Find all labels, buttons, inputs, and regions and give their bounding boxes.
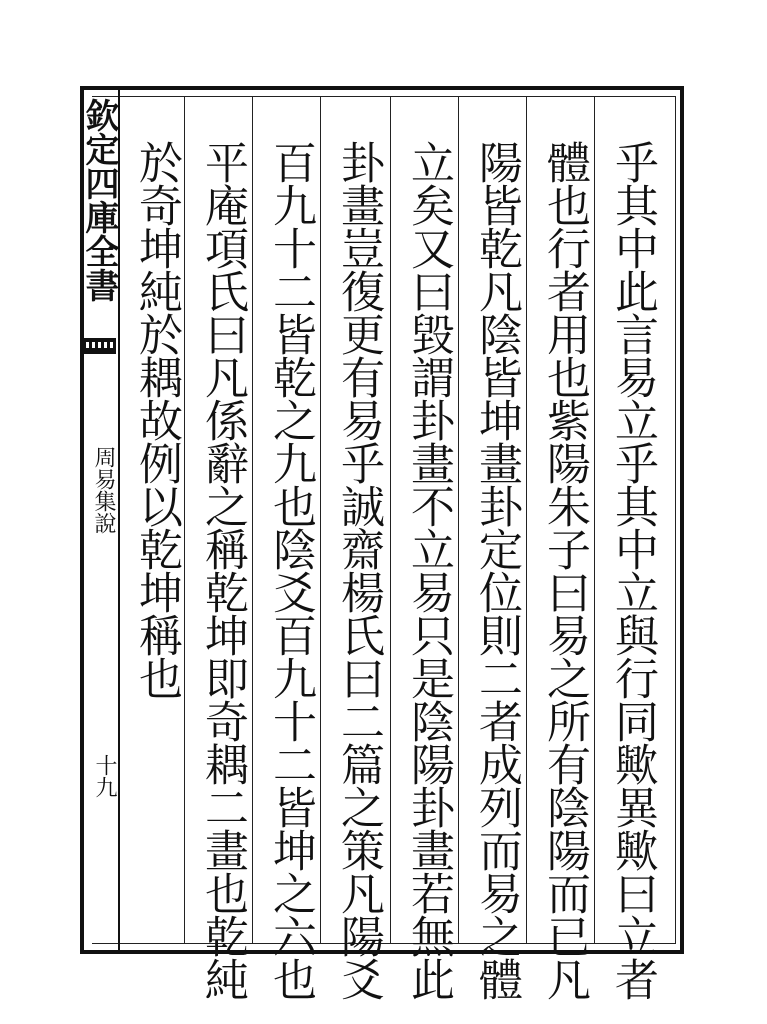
column-rule <box>252 96 253 944</box>
text-column-5: 卦畫豈復更有易乎誠齋楊氏曰二篇之策凡陽爻 <box>333 140 384 1000</box>
text-column-2: 體也行者用也紫陽朱子曰易之所有陰陽而已凡 <box>539 140 590 1000</box>
text-column-4: 立矣又曰毀謂卦畫不立易只是陰陽卦畫若無此 <box>403 140 454 1000</box>
leaf-number: 十九 <box>92 754 117 798</box>
column-rule <box>320 96 321 944</box>
column-rule <box>526 96 527 944</box>
text-column-1: 乎其中此言易立乎其中立與行同歟異歟曰立者 <box>607 140 658 1000</box>
column-rule <box>594 96 595 944</box>
book-name: 周易集說 <box>91 446 116 534</box>
column-rule <box>458 96 459 944</box>
text-column-6: 百九十二皆乾之九也陰爻百九十二皆坤之六也 <box>265 140 316 1000</box>
text-column-8: 於奇坤純於耦故例以乾坤稱也 <box>131 140 182 699</box>
column-rule <box>184 96 185 944</box>
column-rule <box>390 96 391 944</box>
text-column-3: 陽皆乾凡陰皆坤畫卦定位則二者成列而易之體 <box>471 140 522 1000</box>
fishtail-mark <box>84 338 116 354</box>
text-column-7: 平庵項氏曰凡係辭之稱乾坤即奇耦二畫也乾純 <box>197 140 248 1000</box>
collection-title: 欽定四庫全書 <box>79 98 119 302</box>
